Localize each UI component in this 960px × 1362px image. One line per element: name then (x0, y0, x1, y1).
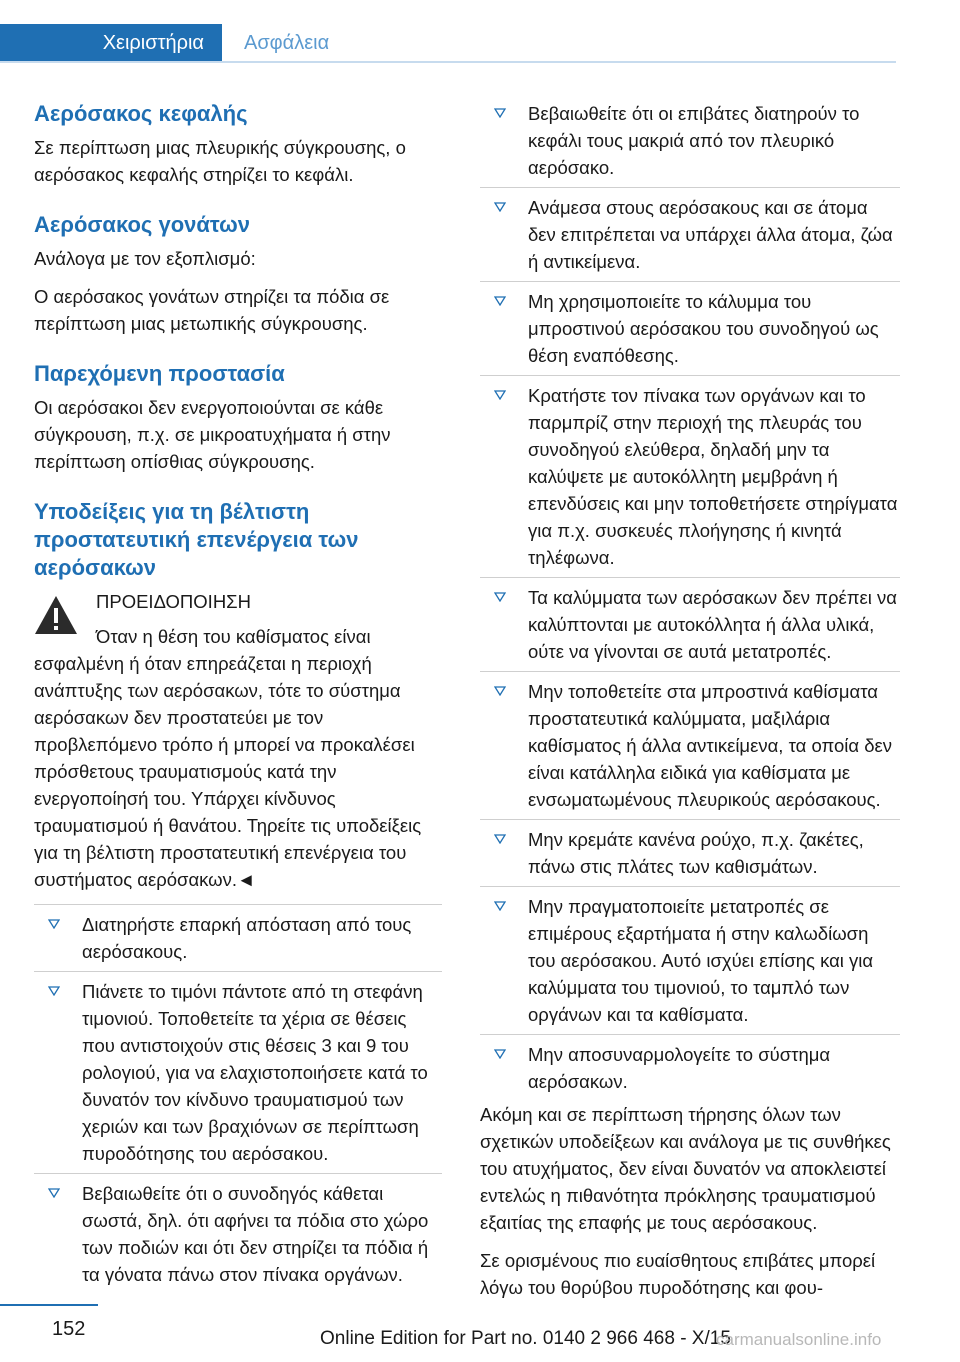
watermark: carmanualsonline.info (716, 1330, 882, 1349)
triangle-bullet-icon (48, 1188, 60, 1198)
list-item-text: Τα καλύμματα των αερόσακων δεν πρέπει να καλύπτονται με αυτοκόλλητα ή άλλα υλικά, ούτε να γίνονται σε αυτά μετατροπές. (528, 587, 897, 662)
paragraph: Οι αερόσακοι δεν ενεργοποιούνται σε κάθε σύγκρουση, π.χ. σε μικροατυχήματα ή στην περίπτωση οπίσθιας σύγκρουσης. (34, 397, 391, 472)
triangle-bullet-icon (494, 834, 506, 844)
list-item (480, 671, 900, 819)
triangle-bullet-icon (48, 986, 60, 996)
list-item-text: Μην κρεμάτε κανένα ρούχο, π.χ. ζακέτες, πάνω στις πλάτες των καθισμάτων. (528, 829, 864, 877)
header-divider (0, 61, 896, 63)
list-item-text: Βεβαιωθείτε ότι οι επιβάτες διατηρούν το κεφάλι τους μακριά από τον πλευρικό αερόσακο. (528, 103, 860, 178)
tab-chapter-safety[interactable]: Ασφάλεια (244, 31, 330, 54)
list-item (480, 187, 900, 281)
list-item-text: Μην τοποθετείτε στα μπροστινά καθίσματα προστατευτικά καλύμματα, μαξιλάρια καθίσματος ή άλλα αντικείμενα, τα οποία δεν είναι κατάλληλα ειδικά για καθίσματα με ενσωματωμένους πλευρικούς αερόσακους. (528, 681, 893, 810)
list-item (480, 375, 900, 577)
list-item (480, 281, 900, 375)
list-item (480, 100, 900, 187)
warning-title: ΠΡΟΕΙΔΟΠΟΙΗΣΗ (96, 591, 251, 612)
triangle-bullet-icon (494, 296, 506, 306)
triangle-bullet-icon (494, 390, 506, 400)
list-item-text: Κρατήστε τον πίνακα των οργάνων και το παρμπρίζ στην περιοχή της πλευράς του συνοδηγού ελεύθερα, δηλαδή μην τα καλύψετε με αυτοκόλλητη μεμβράνη ή επενδύσεις και μην τοποθετήσετε στηρίγματα για π.χ. συσκευές πλοήγησης ή κινητά τηλέφωνα. (528, 385, 898, 568)
triangle-bullet-icon (494, 1049, 506, 1059)
list-item-text: Ανάμεσα στους αερόσακους και σε άτομα δεν επιτρέπεται να υπάρχει άλλα άτομα, ζώα ή αντικείμενα. (528, 197, 893, 272)
list-item-text: Μην πραγματοποιείτε μετατροπές σε επιμέρους εξαρτήματα ή στην καλωδίωση του αερόσακου. Αυτό ισχύει επίσης και για καλύμματα του τιμονιού, το ταμπλό των οργάνων και τα καθίσματα. (528, 896, 874, 1025)
tab-chapter-controls[interactable]: Χειριστήρια (0, 24, 222, 62)
paragraph: Σε περίπτωση μιας πλευρικής σύγκρουσης, ο αερόσακος κεφαλής στηρίζει το κεφάλι. (34, 137, 406, 185)
list-item-text: Πιάνετε το τιμόνι πάντοτε από τη στεφάνη τιμονιού. Τοποθετείτε τα χέρια σε θέσεις που αντιστοιχούν στις θέσεις 3 και 9 του ρολογιού, για να ελαχιστοποιήσετε κατά το δυνατόν τον κίνδυνο τραυματισμού των χεριών και των βραχιόνων σε περίπτωση πυροδότησης του αερόσακου. (82, 981, 428, 1164)
list-item-text: Μη χρησιμοποιείτε το κάλυμμα του μπροστινού αερόσακου του συνοδηγού ως θέση εναπόθεσης. (528, 291, 879, 366)
list-item (34, 971, 442, 1173)
page-header (0, 0, 960, 62)
right-column (480, 100, 900, 1312)
triangle-bullet-icon (494, 202, 506, 212)
paragraph: Σε ορισμένους πιο ευαίσθητους επιβάτες μπορεί λόγω του θορύβου πυροδότησης και φου- (480, 1250, 876, 1298)
warning-box (34, 588, 442, 893)
footer-divider (0, 1304, 98, 1306)
bullet-list-right (480, 100, 900, 1101)
heading-knee-airbag: Αερόσακος γονάτων (34, 212, 250, 237)
triangle-bullet-icon (494, 686, 506, 696)
list-item (480, 819, 900, 886)
warning-text: Όταν η θέση του καθίσματος είναι εσφαλμένη ή όταν επηρεάζεται η περιοχή ανάπτυξης των αερόσακων, τότε το σύστημα αερόσακων δεν προστατεύει με τον προβλεπόμενο τρόπο ή μπορεί να προκαλέσει πρόσθετους τραυματισμούς κατά την ενεργοποίησή του. Υπάρχει κίνδυνος τραυματισμού ή θανάτου. Τηρείτε τις υποδείξεις για τη βέλτιστη προστατευτική επενέργεια του συστήματος αερόσακων.◄ (34, 626, 422, 890)
paragraph: Ανάλογα με τον εξοπλισμό: (34, 248, 256, 269)
list-item-text: Μην αποσυναρμολογείτε το σύστημα αερόσακων. (528, 1044, 831, 1092)
list-item (34, 904, 442, 971)
list-item-text: Βεβαιωθείτε ότι ο συνοδηγός κάθεται σωστά, δηλ. ότι αφήνει τα πόδια στο χώρο των ποδιών και ότι δεν στηρίζει τα πόδια ή τα γόνατα πάνω στον πίνακα οργάνων. (82, 1183, 429, 1285)
left-column (34, 100, 442, 1294)
page-number: 152 (52, 1318, 86, 1340)
paragraph: Ακόμη και σε περίπτωση τήρησης όλων των σχετικών υποδείξεων και ανάλογα με τις συνθήκες του ατυχήματος, δεν είναι δυνατόν να αποκλειστεί εντελώς η πιθανότητα πρόκλησης τραυματισμού εξαιτίας της επαφής με τους αερόσακους. (480, 1104, 891, 1233)
warning-triangle-icon (34, 594, 78, 636)
list-item (34, 1173, 442, 1294)
paragraph: Ο αερόσακος γονάτων στηρίζει τα πόδια σε περίπτωση μιας μετωπικής σύγκρουσης. (34, 286, 390, 334)
edition-note: Online Edition for Part no. 0140 2 966 468 - X/15 (320, 1328, 731, 1349)
triangle-bullet-icon (494, 592, 506, 602)
triangle-bullet-icon (494, 108, 506, 118)
heading-head-airbag: Αερόσακος κεφαλής (34, 101, 248, 126)
bullet-list-left (34, 904, 442, 1294)
heading-protection: Παρεχόμενη προστασία (34, 361, 285, 386)
list-item (480, 577, 900, 671)
list-item-text: Διατηρήστε επαρκή απόσταση από τους αερόσακους. (82, 914, 412, 962)
list-item (480, 1034, 900, 1101)
triangle-bullet-icon (48, 919, 60, 929)
heading-airbag-tips: Υποδείξεις για τη βέλτιστη προστατευτική επενέργεια των αερόσακων (34, 499, 359, 580)
triangle-bullet-icon (494, 901, 506, 911)
list-item (480, 886, 900, 1034)
